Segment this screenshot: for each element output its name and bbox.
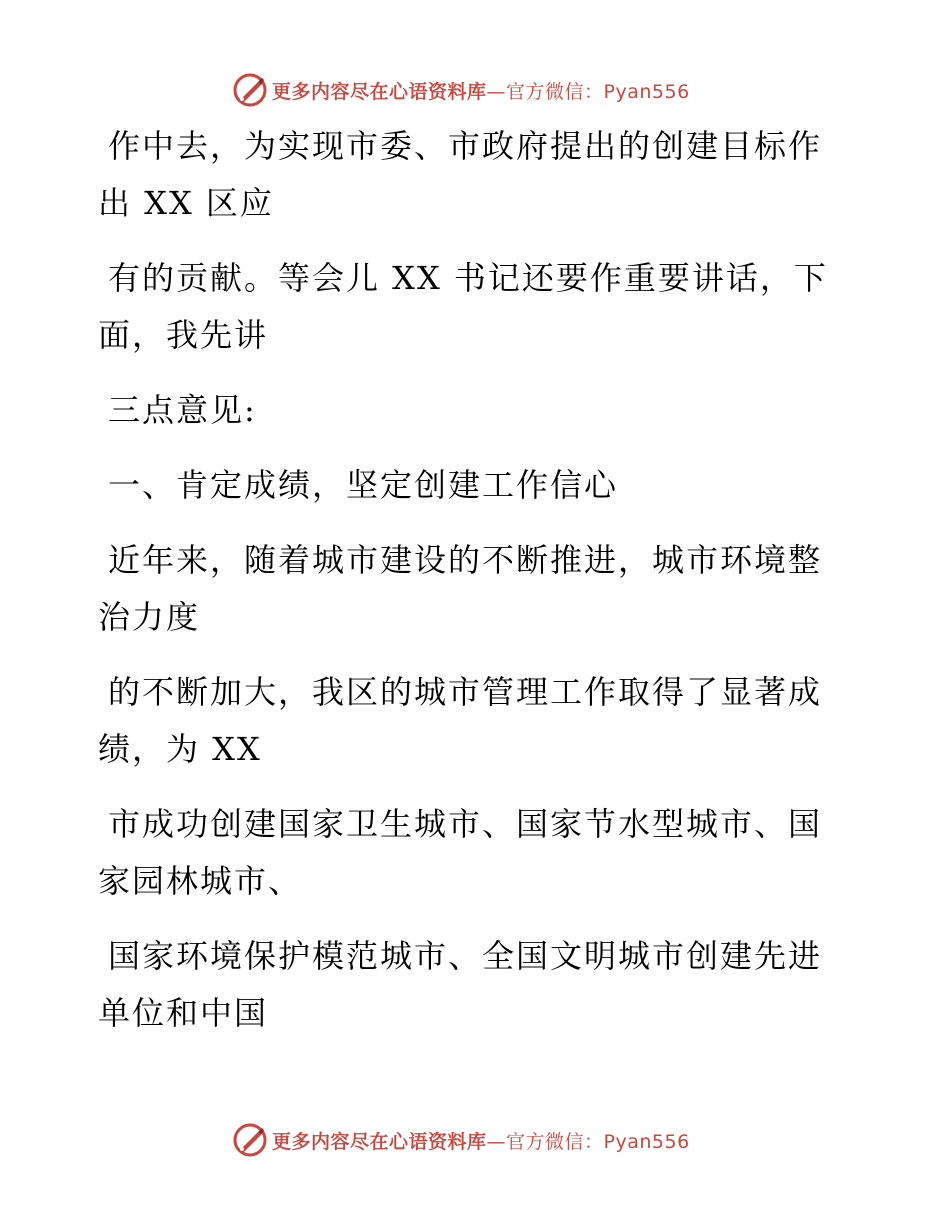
header-watermark <box>0 70 950 110</box>
document-body <box>98 118 833 1060</box>
pen-logo-icon <box>232 1122 268 1158</box>
paragraph: 作中去，为实现市委、市政府提出的创建目标作出 XX 区应 <box>98 127 823 222</box>
paragraph: 市成功创建国家卫生城市、国家节水型城市、国家园林城市、 <box>98 805 823 900</box>
section-heading: 一、肯定成绩，坚定创建工作信心 <box>108 466 619 504</box>
paragraph: 三点意见: <box>108 391 257 429</box>
paragraph: 国家环境保护模范城市、全国文明城市创建先进单位和中国 <box>98 937 823 1032</box>
paragraph: 近年来，随着城市建设的不断推进，城市环境整治力度 <box>98 541 823 636</box>
paragraph: 的不断加大，我区的城市管理工作取得了显著成绩，为 XX <box>98 673 823 768</box>
footer-watermark <box>0 1120 950 1160</box>
watermark-text: 更多内容尽在心语资料库—官方微信：Pyan556 <box>272 80 690 103</box>
pen-logo-icon <box>232 72 268 108</box>
paragraph: 有的贡献。等会儿 XX 书记还要作重要讲话，下面，我先讲 <box>98 259 828 354</box>
watermark-text: 更多内容尽在心语资料库—官方微信：Pyan556 <box>272 1130 690 1153</box>
